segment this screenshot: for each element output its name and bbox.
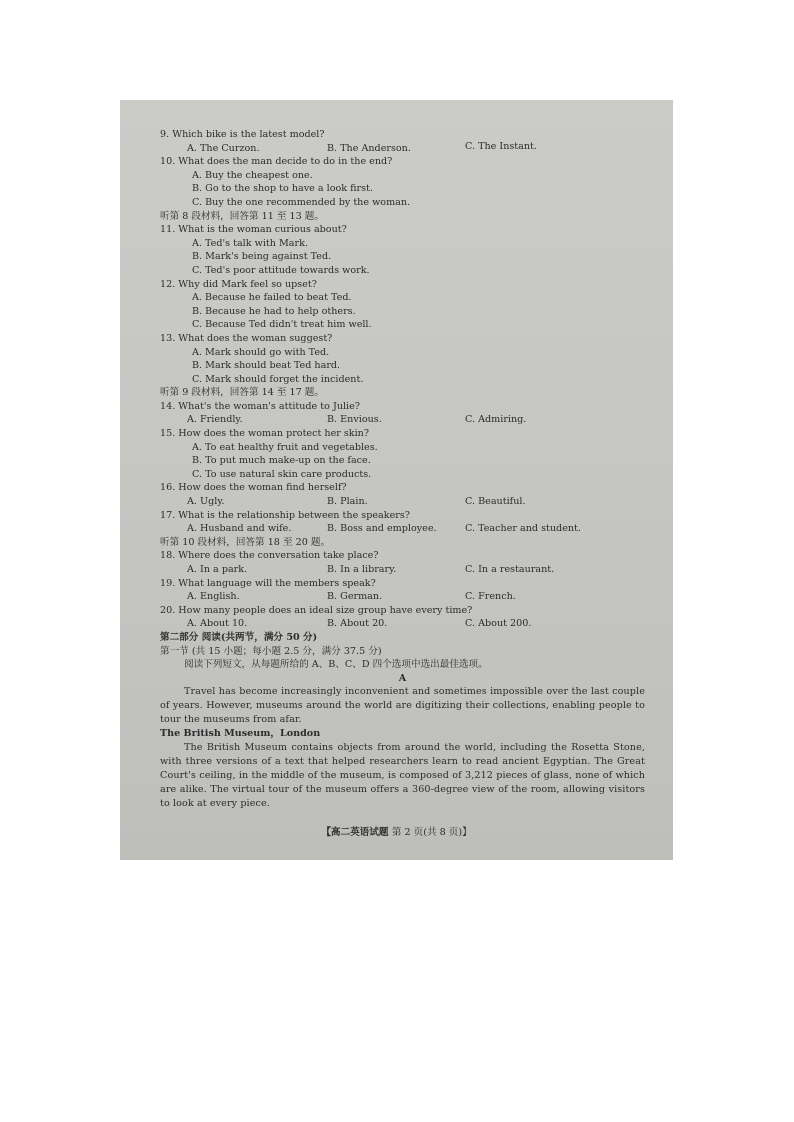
section-instruction-10: 听第 10 段材料，回答第 18 至 20 题。 bbox=[160, 536, 331, 548]
passage-paragraph-2: The British Museum contains objects from around the world, including the Rosetta Stone, with three versions of a text that helped researchers learn to read ancient Egyptian. The Great Court's ceiling, in the middle of the museum, is composed of 3,212 pieces of glass, none of which are alike. The virtual tour of the museum offers a 360-degree view of the room, allowing visitors to look at every piece. bbox=[160, 741, 645, 809]
option-c: C. Mark should forget the incident. bbox=[192, 373, 364, 385]
option-b: B. The Anderson. bbox=[327, 142, 411, 154]
question-11: 11. What is the woman curious about? bbox=[160, 224, 347, 236]
question-18-options bbox=[160, 563, 645, 577]
option-b: B. Plain. bbox=[327, 496, 368, 508]
option-b: B. Mark's being against Ted. bbox=[192, 251, 332, 263]
option-b: B. Envious. bbox=[327, 414, 382, 426]
page-footer bbox=[120, 826, 673, 840]
option-a: A. In a park. bbox=[187, 564, 248, 575]
question-19: 19. What language will the members speak? bbox=[160, 577, 376, 589]
option-a: A. Because he failed to beat Ted. bbox=[192, 292, 352, 304]
section-instruction-8: 听第 8 段材料，回答第 11 至 13 题。 bbox=[160, 210, 324, 222]
option-a: A. Husband and wife. bbox=[187, 523, 292, 535]
option-a: A. The Curzon. bbox=[187, 142, 260, 154]
question-15: 15. How does the woman protect her skin? bbox=[160, 428, 370, 440]
option-c: C. Admiring. bbox=[465, 414, 527, 426]
option-c: C. Buy the one recommended by the woman. bbox=[192, 196, 411, 208]
question-12: 12. Why did Mark feel so upset? bbox=[160, 278, 317, 290]
option-c: C. The Instant. bbox=[465, 140, 537, 152]
option-a: A. Mark should go with Ted. bbox=[192, 346, 330, 358]
option-c: C. Beautiful. bbox=[465, 496, 526, 508]
exam-page-content bbox=[160, 128, 645, 811]
footer-title: 【高二英语试题 bbox=[321, 827, 389, 838]
option-c: C. Teacher and student. bbox=[465, 523, 581, 535]
question-18: 18. Where does the conversation take place? bbox=[160, 550, 379, 562]
document-photo bbox=[120, 100, 673, 860]
option-a: A. Friendly. bbox=[187, 414, 243, 426]
option-c: C. In a restaurant. bbox=[465, 564, 555, 575]
question-9: 9. Which bike is the latest model? bbox=[160, 129, 325, 140]
question-17-options bbox=[160, 522, 645, 536]
question-16-options bbox=[160, 495, 645, 509]
option-a: A. Ted's talk with Mark. bbox=[192, 237, 308, 249]
reading-instruction: 阅读下列短文，从每题所给的 A、B、C、D 四个选项中选出最佳选项。 bbox=[184, 659, 488, 671]
option-a: A. English. bbox=[187, 591, 240, 603]
option-c: C. About 200. bbox=[465, 618, 532, 630]
question-20: 20. How many people does an ideal size group have every time? bbox=[160, 604, 473, 616]
option-c: C. French. bbox=[465, 591, 516, 603]
question-10: 10. What does the man decide to do in the end? bbox=[160, 156, 393, 168]
question-9-options bbox=[160, 142, 645, 156]
option-c: C. To use natural skin care products. bbox=[192, 468, 372, 480]
part-two-title: 第二部分 阅读(共两节，满分 50 分) bbox=[160, 631, 318, 643]
section-instruction-9: 听第 9 段材料，回答第 14 至 17 题。 bbox=[160, 387, 324, 399]
question-20-options bbox=[160, 617, 645, 631]
question-19-options bbox=[160, 590, 645, 604]
question-16: 16. How does the woman find herself? bbox=[160, 482, 347, 494]
part-two-section-one: 第一节 (共 15 小题；每小题 2.5 分，满分 37.5 分) bbox=[160, 645, 382, 657]
option-b: B. In a library. bbox=[327, 564, 397, 575]
passage-heading: The British Museum，London bbox=[160, 728, 321, 740]
option-a: A. Buy the cheapest one. bbox=[192, 169, 313, 181]
option-a: A. About 10. bbox=[187, 618, 248, 630]
option-b: B. German. bbox=[327, 591, 383, 603]
option-c: C. Because Ted didn't treat him well. bbox=[192, 319, 372, 331]
option-b: B. Mark should beat Ted hard. bbox=[192, 360, 341, 372]
passage-letter: A bbox=[398, 672, 407, 684]
option-b: B. Go to the shop to have a look first. bbox=[192, 183, 373, 195]
question-13: 13. What does the woman suggest? bbox=[160, 332, 333, 344]
question-14: 14. What's the woman's attitude to Julie? bbox=[160, 400, 360, 412]
option-b: B. Boss and employee. bbox=[327, 523, 437, 535]
option-a: A. Ugly. bbox=[187, 496, 225, 508]
option-b: B. About 20. bbox=[327, 618, 388, 630]
passage-paragraph-1: Travel has become increasingly inconvenient and sometimes impossible over the last couple of years. However, museums around the world are digitizing their collections, enabling people to tour the museums from afar. bbox=[160, 686, 645, 726]
option-b: B. To put much make-up on the face. bbox=[192, 455, 371, 467]
question-17: 17. What is the relationship between the speakers? bbox=[160, 509, 410, 521]
footer-page-number: 第 2 页(共 8 页)】 bbox=[391, 827, 472, 838]
option-c: C. Ted's poor attitude towards work. bbox=[192, 264, 370, 276]
question-14-options bbox=[160, 413, 645, 427]
option-b: B. Because he had to help others. bbox=[192, 305, 356, 317]
option-a: A. To eat healthy fruit and vegetables. bbox=[192, 441, 378, 453]
